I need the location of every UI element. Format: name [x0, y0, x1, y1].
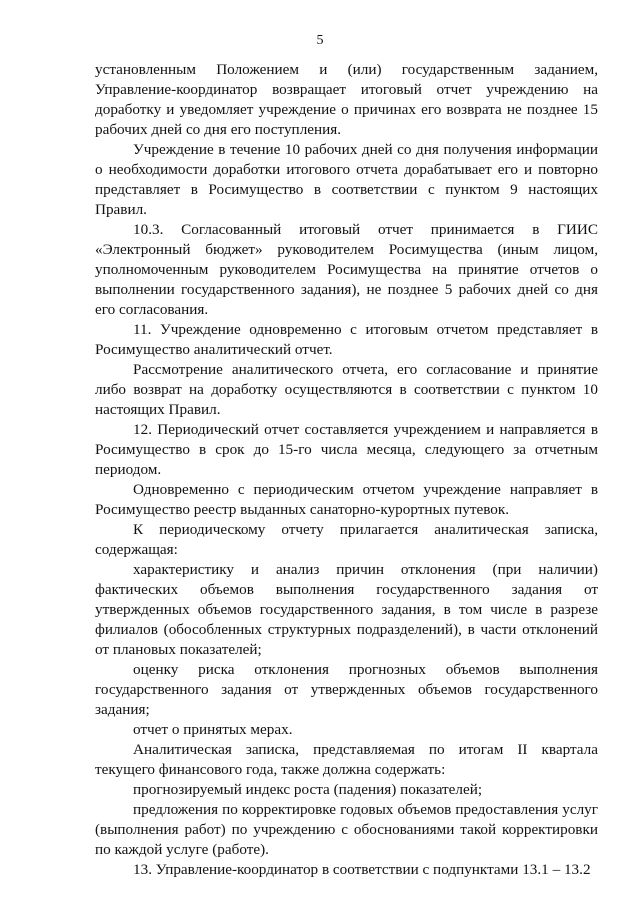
list-item: оценку риска отклонения прогнозных объемов выполнения государственного задания от утвержденных объемов государственного задания;: [95, 661, 598, 718]
paragraph: установленным Положением и (или) государственным заданием, Управление-координатор возвращает итоговый отчет учреждению на доработку и уведомляет учреждение о причинах его возврата не позднее 15 рабочих дней со дня его поступления.: [95, 61, 598, 138]
list-item: характеристику и анализ причин отклонения (при наличии) фактических объемов выполнения государственного задания от утвержденных объемов государственного задания, в том числе в разрезе филиалов (обособленных структурных подразделений), в части отклонений от плановых показателей;: [95, 561, 598, 658]
paragraph: 12. Периодический отчет составляется учреждением и направляется в Росимущество в срок до 15-го числа месяца, следующего за отчетным периодом.: [95, 421, 598, 478]
list-item: отчет о принятых мерах.: [133, 721, 293, 738]
list-item: прогнозируемый индекс роста (падения) показателей;: [133, 781, 483, 798]
paragraph: К периодическому отчету прилагается аналитическая записка, содержащая:: [95, 521, 598, 558]
list-item: предложения по корректировке годовых объемов предоставления услуг (выполнения работ) по учреждению с обоснованиями такой корректировки по каждой услуге (работе).: [95, 801, 598, 858]
page-number: 5: [316, 33, 324, 48]
paragraph: 11. Учреждение одновременно с итоговым отчетом представляет в Росимущество аналитический отчет.: [95, 321, 598, 358]
paragraph: Учреждение в течение 10 рабочих дней со дня получения информации о необходимости доработки итогового отчета дорабатывает его и повторно представляет в Росимущество в соответствии с пунктом 9 настоящих Правил.: [95, 141, 598, 218]
paragraph: Аналитическая записка, представляемая по итогам II квартала текущего финансового года, также должна содержать:: [95, 741, 598, 778]
document-body: [95, 60, 598, 880]
paragraph: 13. Управление-координатор в соответствии с подпунктами 13.1 – 13.2: [133, 861, 591, 878]
paragraph: Одновременно с периодическим отчетом учреждение направляет в Росимущество реестр выданных санаторно-курортных путевок.: [95, 481, 598, 518]
paragraph: 10.3. Согласованный итоговый отчет принимается в ГИИС «Электронный бюджет» руководителем Росимущества (иным лицом, уполномоченным руководителем Росимущества на принятие отчетов о выполнении государственного задания), не позднее 5 рабочих дней со дня его согласования.: [95, 221, 598, 318]
paragraph: Рассмотрение аналитического отчета, его согласование и принятие либо возврат на доработку осуществляются в соответствии с пунктом 10 настоящих Правил.: [95, 361, 598, 418]
